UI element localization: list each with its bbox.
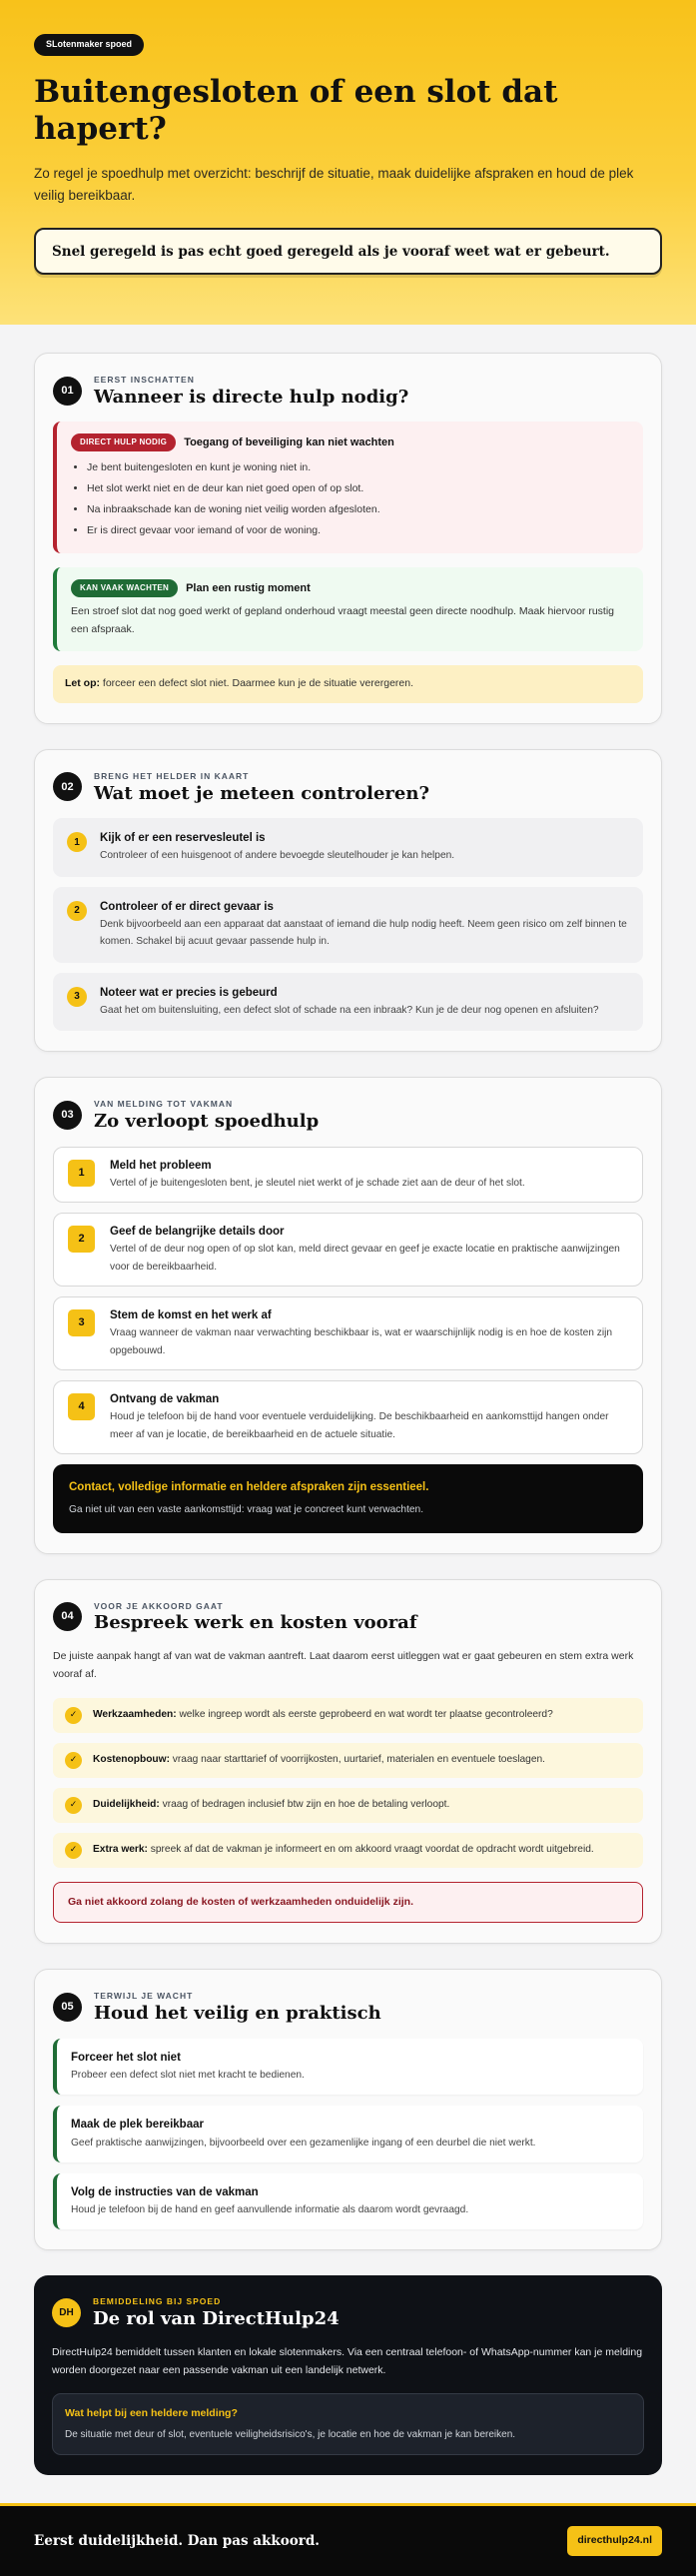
section-process [34, 1077, 662, 1553]
check-item [53, 973, 643, 1032]
check-text: vraag of bedragen inclusief btw zijn en hoe de betaling verloopt. [159, 1799, 450, 1811]
item-text: Houd je telefoon bij de hand en geef aanvullende informatie als daarom wordt gevraagd. [71, 2204, 469, 2216]
urgent-panel [53, 422, 643, 553]
item-text: Probeer een defect slot niet met kracht te bedienen. [71, 2069, 305, 2081]
step-title: Meld het probleem [110, 1159, 212, 1172]
safety-item [53, 2173, 643, 2230]
section-header [52, 2295, 644, 2329]
list-item: • Er is direct gevaar voor iemand of voor de woning. [87, 520, 629, 541]
check-row [53, 1833, 643, 1868]
item-title: Noteer wat er precies is gebeurd [100, 986, 278, 999]
urgent-list [71, 457, 629, 541]
tip-title: Wat helpt bij een heldere melding? [65, 2407, 238, 2420]
checkmark-icon: ✓ [65, 1707, 82, 1724]
hero-highlight-text: Snel geregeld is pas echt goed geregeld als je vooraf weet wat er gebeurt. [52, 243, 610, 260]
section-header [53, 1600, 643, 1634]
section-check [34, 749, 662, 1052]
can-wait-title: Plan een rustig moment [186, 582, 311, 595]
section-text: DirectHulp24 bemiddelt tussen klanten en lokale slotenmakers. Via een centraal telefoon- of WhatsApp-nummer kan je melding worden doorgezet naar een passende vakman uit een landelijk netwerk. [52, 2345, 643, 2376]
check-label: Kostenopbouw: [93, 1754, 170, 1766]
step-text: Vraag wanneer de vakman naar verwachting beschikbaar is, wat er waarschijnlijk nodig is en hoe de kosten zijn opgebouwd. [110, 1327, 613, 1356]
section-header [53, 1098, 643, 1132]
section-kicker: BEMIDDELING BIJ SPOED [93, 2296, 222, 2307]
step-text: Houd je telefoon bij de hand voor eventuele verduidelijking. De beschikbaarheid en aankomsttijd hangen onder meer af van je locatie, de bereikbaarheid en de actuele situatie. [110, 1411, 609, 1440]
process-callout [53, 1464, 643, 1533]
hero [0, 0, 696, 325]
process-step [53, 1296, 643, 1370]
item-title: Forceer het slot niet [71, 2051, 181, 2064]
check-item [53, 818, 643, 877]
hero-subtitle: Zo regel je spoedhulp met overzicht: beschrijf de situatie, maak duidelijke afspraken en houd de plek veilig bereikbaar. [34, 166, 634, 203]
section-header [53, 374, 643, 408]
check-text: welke ingreep wordt als eerste geprobeerd en wat wordt ter plaatse gecontroleerd? [176, 1709, 553, 1721]
item-text: Geef praktische aanwijzingen, bijvoorbeeld over een gezamenlijke ingang of een deurbel die niet werkt. [71, 2137, 536, 2148]
check-row [53, 1698, 643, 1733]
section-title: Zo verloopt spoedhulp [94, 1111, 320, 1132]
tip-text: De situatie met deur of slot, eventuele veiligheidsrisico's, je locatie en hoe de vakman je kan bereiken. [65, 2429, 516, 2441]
section-kicker: EERST INSCHATTEN [94, 375, 195, 385]
footer-tagline: Eerst duidelijkheid. Dan pas akkoord. [34, 2533, 320, 2550]
step-number: 3 [68, 1309, 95, 1336]
section-intro: De juiste aanpak hangt af van wat de vakman aantreft. Laat daarom eerst uitleggen wat er gaat gebeuren en stem extra werk vooraf af. [53, 1649, 634, 1680]
step-number: 1 [68, 1160, 95, 1187]
section-kicker: VOOR JE AKKOORD GAAT [94, 1600, 224, 1611]
section-safety [34, 1969, 662, 2250]
section-number: 02 [53, 772, 82, 801]
logo: DH [52, 2298, 81, 2327]
item-number: 1 [67, 832, 87, 852]
check-text: spreek af dat de vakman je informeert en om akkoord vraagt voordat de opdracht wordt uitgebreid. [147, 1844, 594, 1856]
check-row [53, 1788, 643, 1823]
step-text: Vertel of de deur nog open of op slot kan, meld direct gevaar en geef je exacte locatie en praktische aanwijzingen voor de bereikbaarheid. [110, 1244, 620, 1273]
callout-text: Ga niet uit van een vaste aankomsttijd: vraag wat je concreet kunt verwachten. [69, 1504, 424, 1516]
safety-item [53, 2106, 643, 2162]
check-label: Werkzaamheden: [93, 1709, 177, 1721]
section-title: De rol van DirectHulp24 [93, 2308, 340, 2330]
item-title: Volg de instructies van de vakman [71, 2185, 259, 2198]
section-number: 01 [53, 377, 82, 406]
list-item: • Je bent buitengesloten en kunt je woning niet in. [87, 457, 629, 478]
section-number: 04 [53, 1602, 82, 1631]
process-step [53, 1380, 643, 1454]
section-header [53, 1990, 643, 2024]
checkmark-icon: ✓ [65, 1752, 82, 1769]
section-title: Houd het veilig en praktisch [94, 2003, 381, 2025]
section-title: Bespreek werk en kosten vooraf [94, 1612, 417, 1634]
footer [0, 2503, 696, 2576]
hero-highlight [34, 228, 662, 275]
step-number: 4 [68, 1393, 95, 1420]
tip-box [52, 2393, 644, 2455]
item-number: 2 [67, 901, 87, 921]
urgent-title: Toegang of beveiliging kan niet wachten [184, 436, 394, 449]
note-text: forceer een defect slot niet. Daarmee kun je de situatie verergeren. [100, 677, 414, 690]
item-title: Controleer of er direct gevaar is [100, 900, 274, 913]
step-number: 2 [68, 1226, 95, 1253]
check-item [53, 887, 643, 963]
section-kicker: VAN MELDING TOT VAKMAN [94, 1099, 234, 1110]
section-kicker: BRENG HET HELDER IN KAART [94, 770, 250, 781]
list-item: • Het slot werkt niet en de deur kan niet goed open of op slot. [87, 478, 629, 499]
section-number: 03 [53, 1101, 82, 1130]
section-number: 05 [53, 1993, 82, 2022]
item-number: 3 [67, 987, 87, 1007]
process-step [53, 1213, 643, 1287]
page-title: Buitengesloten of een slot dat hapert? [34, 73, 558, 148]
step-title: Geef de belangrijke details door [110, 1226, 285, 1239]
check-label: Extra werk: [93, 1844, 148, 1856]
note-box [53, 665, 643, 703]
section-urgency [34, 353, 662, 724]
checkmark-icon: ✓ [65, 1842, 82, 1859]
section-header [53, 770, 643, 804]
checkmark-icon: ✓ [65, 1797, 82, 1814]
step-title: Ontvang de vakman [110, 1393, 220, 1406]
item-title: Kijk of er een reservesleutel is [100, 832, 266, 845]
step-text: Vertel of je buitengesloten bent, je sleutel niet werkt of je schade ziet aan de deur of het slot. [110, 1177, 525, 1189]
check-label: Duidelijkheid: [93, 1799, 160, 1811]
check-row [53, 1743, 643, 1778]
urgent-badge: DIRECT HULP NODIG [71, 433, 176, 451]
process-step [53, 1147, 643, 1204]
section-costs [34, 1579, 662, 1945]
check-text: vraag naar starttarief of voorrijkosten, uurtarief, materialen en eventuele toeslagen. [169, 1754, 545, 1766]
safety-item [53, 2039, 643, 2096]
item-text: Gaat het om buitensluiting, een defect slot of schade na een inbraak? Kun je de deur nog openen en afsluiten? [100, 1004, 599, 1016]
item-text: Denk bijvoorbeeld aan een apparaat dat aanstaat of iemand die hulp nodig heeft. Neem geen risico om zelf binnen te komen. Schakel bij acuut gevaar passende hulp in. [100, 918, 627, 948]
warning-box: Ga niet akkoord zolang de kosten of werkzaamheden onduidelijk zijn. [53, 1882, 643, 1924]
can-wait-badge: KAN VAAK WACHTEN [71, 579, 178, 597]
item-title: Maak de plek bereikbaar [71, 2119, 204, 2132]
section-title: Wanneer is directe hulp nodig? [94, 386, 409, 408]
note-label: Let op: [65, 677, 100, 690]
can-wait-panel [53, 567, 643, 651]
hero-badge: SLotenmaker spoed [34, 34, 144, 56]
list-item: • Na inbraakschade kan de woning niet veilig worden afgesloten. [87, 499, 629, 520]
item-text: Controleer of een huisgenoot of andere bevoegde sleutelhouder je kan helpen. [100, 850, 455, 862]
can-wait-text: Een stroef slot dat nog goed werkt of gepland onderhoud vraagt meestal geen directe noodhulp. Maak hiervoor rustig een afspraak. [71, 605, 615, 636]
section-directhulp [34, 2275, 662, 2475]
section-title: Wat moet je meteen controleren? [94, 782, 429, 804]
step-title: Stem de komst en het werk af [110, 1309, 272, 1322]
section-kicker: TERWIJL JE WACHT [94, 1991, 194, 2002]
website-link-button[interactable]: directhulp24.nl [567, 2526, 662, 2556]
main-content [0, 325, 696, 2475]
callout-title: Contact, volledige informatie en heldere afspraken zijn essentieel. [69, 1481, 429, 1493]
